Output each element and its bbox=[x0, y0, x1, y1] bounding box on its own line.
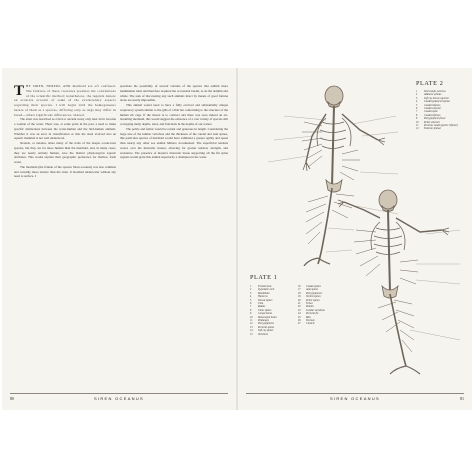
legend-row: 2 Adductor pinnae bbox=[416, 93, 442, 97]
text-column-2 bbox=[120, 84, 228, 160]
plate-1-title: PLATE 1 bbox=[250, 274, 278, 281]
legend-row: 3 Soft ray thorax superior bbox=[416, 96, 450, 100]
legend-row: 27 Clavicle bbox=[298, 322, 315, 326]
legend-row: 23 Lumbar vertebrae bbox=[298, 308, 325, 312]
legend-row: 16 Caudal spines bbox=[298, 285, 321, 288]
left-page bbox=[2, 68, 236, 410]
paragraph: Nereids, or naiades, share many of the traits of the deeper ocean-born species, but they are far more human than the mermaid, and, in many cases, they are nearly entirely human, save the distinct physiological aquatic attributes. This would explain their geographic preference for shallow, fresh water. bbox=[14, 141, 116, 164]
legend-row: 13 Pectoral spines bbox=[250, 325, 275, 329]
plate-2-legend bbox=[416, 90, 458, 131]
legend-row: 3 Mandibula bbox=[250, 291, 270, 295]
paragraph: The pelvis and femur would be robust and generous in length. Considering the large size of the lumbar vertebrae and the thickness of the caudal and anal spines, this particular species of mermaid would have exhibited a greater agility and speed than nearly any other sea animal hitherto documented. The superficial tendons weave over the muscular tissues, allowing for greater tension, strength, and resistance. The presence of massive muscular tissue supporting all the fin spine regions would grant this animal superiority a champion in the water. bbox=[120, 126, 228, 160]
legend-row: 8 Caudal inflexus bbox=[416, 113, 441, 117]
plate-1-legend-b bbox=[298, 285, 325, 326]
legend-row: 20 Pelvic spines bbox=[298, 298, 320, 302]
legend-row: 6 Caudal extensor bbox=[416, 107, 442, 111]
legend-row: 17 Anal spines bbox=[298, 288, 319, 292]
text-column-1 bbox=[14, 84, 116, 179]
plate-1-legend-a bbox=[250, 285, 277, 336]
page-number: 81 bbox=[460, 396, 464, 401]
legend-row: 2 Zygomatic arch bbox=[250, 288, 275, 292]
legend-row: 26 Sternum bbox=[298, 319, 315, 323]
book-spread bbox=[2, 68, 472, 410]
right-page bbox=[238, 68, 472, 410]
legend-row: 19 Ventral spines bbox=[298, 295, 321, 299]
legend-row: 15 Vertebrae bbox=[250, 332, 269, 336]
legend-row: 4 Humerus bbox=[250, 295, 268, 299]
legend-row: 14 Soft ray spines bbox=[250, 329, 274, 333]
paragraph: The mermaid (the female of the species Siren oceanus) was less common and certainly more elusive than the siren. It breathed underwater without any need to surface. I bbox=[14, 164, 116, 179]
footer-rule bbox=[10, 393, 228, 394]
legend-row: 12 Pterygiophores bbox=[250, 322, 274, 326]
left-footer bbox=[10, 396, 228, 404]
legend-row: 22 Patella bbox=[298, 305, 314, 309]
legend-row: 10 Metacarpal bones bbox=[250, 315, 277, 319]
legend-row: 7 Radius bbox=[250, 305, 266, 309]
legend-row: 9 Pterygiophore flexor bbox=[416, 117, 446, 121]
plate-2-title: PLATE 2 bbox=[416, 80, 444, 87]
running-title: SIREN OCEANUS bbox=[93, 396, 145, 401]
legend-row: 5 Caudal inflexus bbox=[416, 103, 441, 107]
legend-row: 5 Dorsal spines bbox=[250, 298, 273, 302]
legend-row: 11 Pectorus caudis (pelvic inflexor) bbox=[416, 124, 458, 128]
legend-row: 21 Femur bbox=[298, 302, 313, 306]
legend-row: 7 Caudal spine bbox=[416, 110, 438, 114]
legend-row: 25 Ribs bbox=[298, 315, 311, 319]
legend-row: 10 Pelvic extensor bbox=[416, 120, 440, 124]
footer-rule bbox=[246, 393, 464, 394]
paragraph: This animal would need to have a fully evolved and substantially unique respiratory system similar to the gills of a fish but conforming to the structure of the human rib cage. If the thorax is to contract and there was once indeed an air-breathing mermaid, this would suggest the existence of a vast variety of species still occupying many depths, sizes, and functions in the depths of our waters. bbox=[120, 103, 228, 126]
legend-row: 1 Intercostals externus bbox=[416, 90, 446, 93]
mermaid-skeleton-illustration-2 bbox=[324, 180, 464, 380]
legend-row: 1 Frontal bone bbox=[250, 285, 272, 288]
legend-row: 18 Pterygiophores bbox=[298, 291, 322, 295]
legend-row: 11 Phalanges bbox=[250, 319, 269, 323]
legend-row: 9 Carpal bones bbox=[250, 312, 273, 316]
running-title: SIREN OCEANUS bbox=[329, 396, 381, 401]
drop-cap: T bbox=[14, 83, 25, 99]
legend-row: 4 Caudal pedunculi spinae bbox=[416, 100, 450, 104]
legend-row: 12 Extensor pinnae bbox=[416, 127, 441, 131]
legend-row: 8 Ulnar spines bbox=[250, 308, 272, 312]
page-number: 80 bbox=[10, 396, 14, 401]
paragraph: THE SIREN, NEREID, AND mermaid are oft confused. The folklore of these creatures predates the conventions of the scientific method; nonetheless, the legends denote an accurate account of some of the evolutionary aspects regarding their species. I will begin with the homogeneous nature of them as a species, differing only as dogs may differ in breed—albeit significant differences, indeed. bbox=[14, 83, 116, 117]
right-footer bbox=[246, 396, 464, 404]
legend-row: 24 Pectoral fin bbox=[298, 312, 319, 316]
paragraph: The siren was described as a bird or ancient treaty only later did it become a woman of the water. There was, at some point in the past, a need to make specific distinctions between the water-human and the bird-human animals. Whether it was an error in classification or that the siren evolved into an aquatic mammal is not well understood. bbox=[14, 117, 116, 141]
legend-row: 6 Ulna bbox=[250, 302, 264, 306]
paragraph: speculate the possibility of several variants of the species that exhibit more mammalian traits and therefore required the occasional breath, as do the dolphin and whale. The task of discovering any such animals intact by means of good fortune alone are nearly impossible. bbox=[120, 84, 228, 103]
